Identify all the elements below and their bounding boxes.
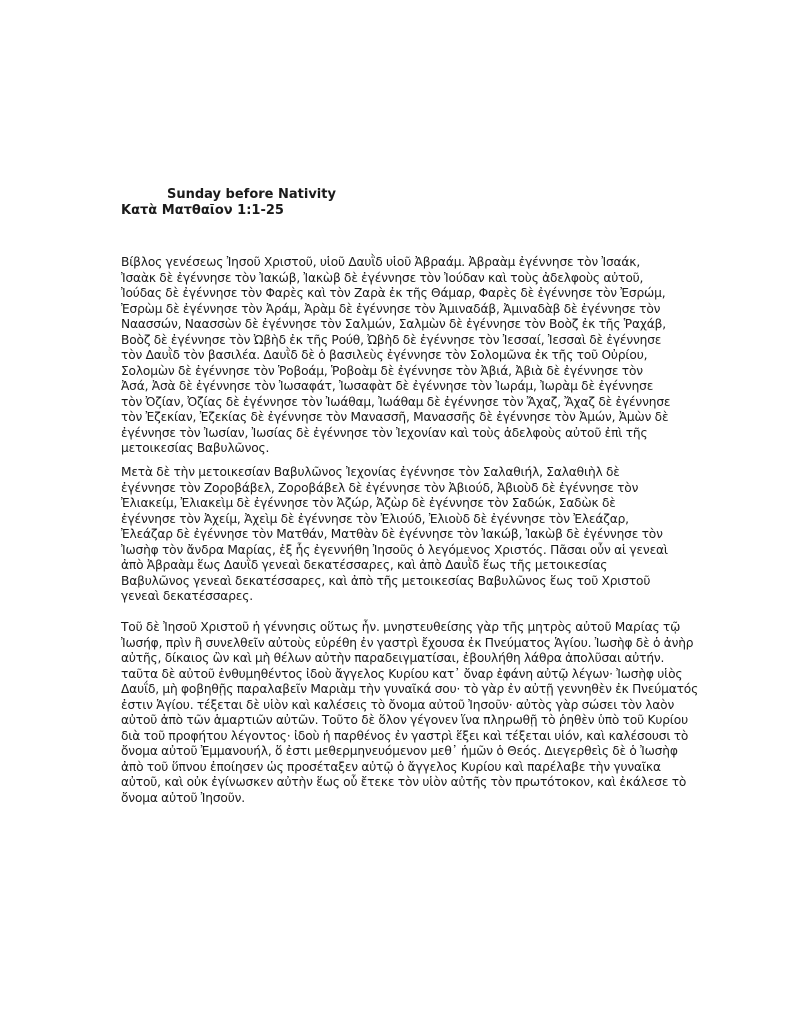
- paragraph-genealogy-exile: Μετὰ δὲ τὴν μετοικεσίαν Βαβυλῶνος Ἰεχονίας ἐγέννησε τὸν Σαλαθιήλ, Σαλαθιὴλ δὲ ἐγέννησε τὸν Ζοροβάβελ, Ζοροβάβελ δὲ ἐγέννησε τὸν Ἀβιούδ, Ἀβιοὺδ δὲ ἐγέννησε τὸν Ἐλιακείμ, Ἐλιακεὶμ δὲ ἐγέννησε τὸν Ἀζώρ, Ἀζὼρ δὲ ἐγέννησε τὸν Σαδώκ, Σαδὼκ δὲ ἐγέννησε τὸν Ἀχείμ, Ἀχεὶμ δὲ ἐγέννησε τὸν Ἐλιούδ, Ἐλιοὺδ δὲ ἐγέννησε τὸν Ἐλεάζαρ, Ἐλεάζαρ δὲ ἐγέννησε τὸν Ματθάν, Ματθὰν δὲ ἐγέννησε τὸν Ἰακώβ, Ἰακὼβ δὲ ἐγέννησε τὸν Ἰωσὴφ τὸν ἄνδρα Μαρίας, ἐξ ἧς ἐγεννήθη Ἰησοῦς ὁ λεγόμενος Χριστός. Πᾶσαι οὖν αἱ γενεαὶ ἀπὸ Ἀβραὰμ ἕως Δαυῒδ γενεαὶ δεκατέσσαρες, καὶ ἀπὸ Δαυῒδ ἕως τῆς μετοικεσίας Βαβυλῶνος γενεαὶ δεκατέσσαρες, καὶ ἀπὸ τῆς μετοικεσίας Βαβυλῶνος ἕως τοῦ Χριστοῦ γενεαὶ δεκατέσσαρες.: [121, 465, 668, 604]
- paragraph-genealogy-abraham: Βίβλος γενέσεως Ἰησοῦ Χριστοῦ, υἱοῦ Δαυῒδ υἱοῦ Ἀβραάμ. Ἀβραὰμ ἐγέννησε τὸν Ἰσαάκ, Ἰσαὰκ δὲ ἐγέννησε τὸν Ἰακώβ, Ἰακὼβ δὲ ἐγέννησε τὸν Ἰούδαν καὶ τοὺς ἀδελφοὺς αὐτοῦ, Ἰούδας δὲ ἐγέννησε τὸν Φαρὲς καὶ τὸν Ζαρὰ ἐκ τῆς Θάμαρ, Φαρὲς δὲ ἐγέννησε τὸν Ἐσρώμ, Ἐσρὼμ δὲ ἐγέννησε τὸν Ἀράμ, Ἀρὰμ δὲ ἐγέννησε τὸν Ἀμιναδάβ, Ἀμιναδὰβ δὲ ἐγέννησε τὸν Ναασσών, Ναασσὼν δὲ ἐγέννησε τὸν Σαλμών, Σαλμὼν δὲ ἐγέννησε τὸν Βοὸζ ἐκ τῆς Ῥαχάβ, Βοὸζ δὲ ἐγέννησε τὸν Ὠβὴδ ἐκ τῆς Ρούθ, Ὠβὴδ δὲ ἐγέννησε τὸν Ἰεσσαί, Ἰεσσαὶ δὲ ἐγέννησε τὸν Δαυῒδ τὸν βασιλέα. Δαυῒδ δὲ ὁ βασιλεὺς ἐγέννησε τὸν Σολομῶνα ἐκ τῆς τοῦ Οὐρίου, Σολομὼν δὲ ἐγέννησε τὸν Ῥοβοάμ, Ῥοβοὰμ δὲ ἐγέννησε τὸν Ἀβιά, Ἀβιὰ δὲ ἐγέννησε τὸν Ἀσά, Ἀσὰ δὲ ἐγέννησε τὸν Ἰωσαφάτ, Ἰωσαφὰτ δὲ ἐγέννησε τὸν Ἰωράμ, Ἰωρὰμ δὲ ἐγέννησε τὸν Ὀζίαν, Ὀζίας δὲ ἐγέννησε τὸν Ἰωάθαμ, Ἰωάθαμ δὲ ἐγέννησε τὸν Ἄχαζ, Ἄχαζ δὲ ἐγέννησε τὸν Ἐζεκίαν, Ἐζεκίας δὲ ἐγέννησε τὸν Μανασσῆ, Μανασσῆς δὲ ἐγέννησε τὸν Ἀμών, Ἀμὼν δὲ ἐγέννησε τὸν Ἰωσίαν, Ἰωσίας δὲ ἐγέννησε τὸν Ἰεχονίαν καὶ τοὺς ἀδελφοὺς αὐτοῦ ἐπὶ τῆς μετοικεσίας Βαβυλῶνος.: [121, 255, 671, 456]
- page-title: Sunday before Nativity: [167, 187, 336, 202]
- scripture-reference: Κατὰ Ματθαῖον 1:1-25: [121, 203, 284, 218]
- paragraph-birth-of-jesus: Τοῦ δὲ Ἰησοῦ Χριστοῦ ἡ γέννησις οὕτως ἦν. μνηστευθείσης γὰρ τῆς μητρὸς αὐτοῦ Μαρίας τῷ Ἰωσήφ, πρὶν ἢ συνελθεῖν αὐτοὺς εὑρέθη ἐν γαστρὶ ἔχουσα ἐκ Πνεύματος Ἁγίου. Ἰωσὴφ δὲ ὁ ἀνὴρ αὐτῆς, δίκαιος ὢν καὶ μὴ θέλων αὐτὴν παραδειγματίσαι, ἐβουλήθη λάθρα ἀπολῦσαι αὐτήν. ταῦτα δὲ αὐτοῦ ἐνθυμηθέντος ἰδοὺ ἄγγελος Κυρίου κατ᾿ ὄναρ ἐφάνη αὐτῷ λέγων· Ἰωσὴφ υἱὸς Δαυΐδ, μὴ φοβηθῇς παραλαβεῖν Μαριὰμ τὴν γυναῖκά σου· τὸ γὰρ ἐν αὐτῇ γεννηθὲν ἐκ Πνεύματός ἐστιν Ἁγίου. τέξεται δὲ υἱὸν καὶ καλέσεις τὸ ὄνομα αὐτοῦ Ἰησοῦν· αὐτὸς γὰρ σώσει τὸν λαὸν αὐτοῦ ἀπὸ τῶν ἁμαρτιῶν αὐτῶν. Τοῦτο δὲ ὅλον γέγονεν ἵνα πληρωθῇ τὸ ῥηθὲν ὑπὸ τοῦ Κυρίου διὰ τοῦ προφήτου λέγοντος· ἰδοὺ ἡ παρθένος ἐν γαστρὶ ἕξει καὶ τέξεται υἱόν, καὶ καλέσουσι τὸ ὄνομα αὐτοῦ Ἐμμανουήλ, ὅ ἐστι μεθερμηνευόμενον μεθ᾿ ἡμῶν ὁ Θεός. Διεγερθεὶς δὲ ὁ Ἰωσὴφ ἀπὸ τοῦ ὕπνου ἐποίησεν ὡς προσέταξεν αὐτῷ ὁ ἄγγελος Κυρίου καὶ παρέλαβε τὴν γυναῖκα αὐτοῦ, καὶ οὐκ ἐγίνωσκεν αὐτὴν ἕως οὗ ἔτεκε τὸν υἱὸν αὐτῆς τὸν πρωτότοκον, καὶ ἐκάλεσε τὸ ὄνομα αὐτοῦ Ἰησοῦν.: [121, 620, 699, 805]
